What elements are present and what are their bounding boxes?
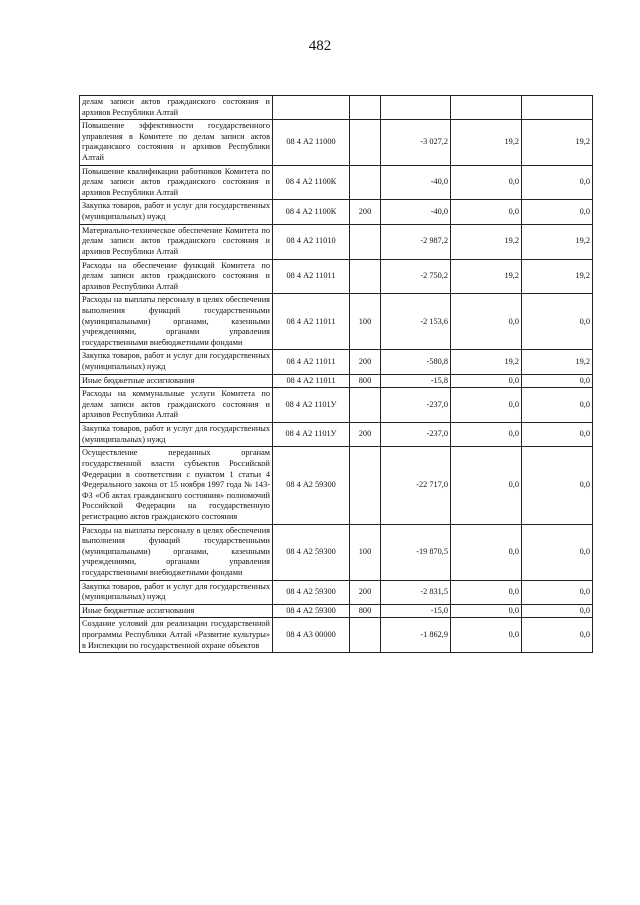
row-amount-1-cell: -15,0 [381, 604, 451, 618]
row-name-cell: Расходы на выплаты персоналу в целях обеспечения выполнения функций государственными (муниципальными) органами, казенными учреждениями, органами управления государственными внебюджетными фондами [80, 294, 273, 350]
row-expense-type-cell [350, 224, 381, 259]
row-amount-3-cell: 0,0 [522, 388, 593, 423]
row-code-cell: 08 4 А2 11000 [273, 120, 350, 165]
row-expense-type-cell: 200 [350, 350, 381, 374]
row-name-cell: Закупка товаров, работ и услуг для государственных (муниципальных) нужд [80, 580, 273, 604]
row-code-cell: 08 4 А2 59300 [273, 524, 350, 580]
row-amount-3-cell: 0,0 [522, 604, 593, 618]
row-amount-3-cell: 19,2 [522, 350, 593, 374]
table-row [80, 224, 593, 259]
row-name-cell: Закупка товаров, работ и услуг для государственных (муниципальных) нужд [80, 350, 273, 374]
row-amount-2-cell: 19,2 [451, 120, 522, 165]
table-row [80, 120, 593, 165]
row-amount-2-cell: 0,0 [451, 388, 522, 423]
row-amount-3-cell: 0,0 [522, 618, 593, 653]
row-name-cell: Расходы на коммунальные услуги Комитета по делам записи актов гражданского состояния и архивов Республики Алтай [80, 388, 273, 423]
row-amount-2-cell: 0,0 [451, 200, 522, 224]
row-amount-1-cell: -3 027,2 [381, 120, 451, 165]
table-row [80, 165, 593, 200]
page-number: 482 [308, 38, 332, 54]
row-code-cell: 08 4 А2 11011 [273, 294, 350, 350]
row-name-cell: Расходы на выплаты персоналу в целях обеспечения выполнения функций государственными (муниципальными) органами, казенными учреждениями, органами управления государственными внебюджетными фондами [80, 524, 273, 580]
row-amount-3-cell: 0,0 [522, 423, 593, 447]
row-code-cell: 08 4 А2 1100К [273, 200, 350, 224]
row-amount-1-cell: -2 831,5 [381, 580, 451, 604]
row-name-cell: Расходы на обеспечение функций Комитета по делам записи актов гражданского состояния и архивов Республики Алтай [80, 259, 273, 294]
row-amount-2-cell: 19,2 [451, 350, 522, 374]
row-expense-type-cell [350, 165, 381, 200]
row-code-cell: 08 4 А2 1101У [273, 388, 350, 423]
row-amount-1-cell: -15,8 [381, 374, 451, 388]
row-amount-1-cell: -237,0 [381, 423, 451, 447]
row-amount-1-cell: -40,0 [381, 165, 451, 200]
row-amount-2-cell [451, 96, 522, 120]
row-amount-3-cell: 0,0 [522, 374, 593, 388]
row-amount-1-cell: -580,8 [381, 350, 451, 374]
row-code-cell: 08 4 А2 11011 [273, 259, 350, 294]
table-row [80, 604, 593, 618]
row-expense-type-cell [350, 618, 381, 653]
row-name-cell: Создание условий для реализации государственной программы Республики Алтай «Развитие культуры» в Инспекции по государственной охране объектов [80, 618, 273, 653]
row-name-cell: Повышение квалификации работников Комитета по делам записи актов гражданского состояния и архивов Республики Алтай [80, 165, 273, 200]
row-amount-1-cell: -2 987,2 [381, 224, 451, 259]
row-name-cell: Иные бюджетные ассигнования [80, 604, 273, 618]
row-amount-2-cell: 0,0 [451, 618, 522, 653]
table-row [80, 618, 593, 653]
row-amount-1-cell: -1 862,9 [381, 618, 451, 653]
row-amount-3-cell: 19,2 [522, 224, 593, 259]
row-amount-2-cell: 0,0 [451, 447, 522, 524]
row-amount-2-cell: 0,0 [451, 165, 522, 200]
table-row [80, 374, 593, 388]
row-expense-type-cell: 800 [350, 374, 381, 388]
table-row [80, 350, 593, 374]
row-name-cell: Закупка товаров, работ и услуг для государственных (муниципальных) нужд [80, 200, 273, 224]
row-amount-3-cell: 0,0 [522, 165, 593, 200]
table-row [80, 200, 593, 224]
row-amount-2-cell: 0,0 [451, 374, 522, 388]
row-expense-type-cell [350, 96, 381, 120]
row-expense-type-cell [350, 120, 381, 165]
row-code-cell: 08 4 А2 59300 [273, 604, 350, 618]
table-row [80, 580, 593, 604]
table-row [80, 524, 593, 580]
row-name-cell: Материально-техническое обеспечение Комитета по делам записи актов гражданского состояния и архивов Республики Алтай [80, 224, 273, 259]
row-amount-3-cell: 19,2 [522, 120, 593, 165]
row-code-cell: 08 4 А2 59300 [273, 447, 350, 524]
row-expense-type-cell [350, 447, 381, 524]
row-name-cell: Осуществление переданных органам государственной власти субъектов Российской Федерации в соответствии с пунктом 1 статьи 4 Федерального закона от 15 ноября 1997 года № 143-ФЗ «Об актах гражданского состояния» полномочий Российской Федерации на государственную регистрацию актов гражданского состояния [80, 447, 273, 524]
row-expense-type-cell [350, 388, 381, 423]
row-amount-3-cell [522, 96, 593, 120]
row-amount-2-cell: 0,0 [451, 423, 522, 447]
row-amount-1-cell [381, 96, 451, 120]
row-name-cell: Закупка товаров, работ и услуг для государственных (муниципальных) нужд [80, 423, 273, 447]
row-amount-3-cell: 0,0 [522, 524, 593, 580]
row-expense-type-cell: 200 [350, 580, 381, 604]
row-name-cell: делам записи актов гражданского состояния и архивов Республики Алтай [80, 96, 273, 120]
row-amount-1-cell: -22 717,0 [381, 447, 451, 524]
row-code-cell: 08 4 А2 11011 [273, 350, 350, 374]
row-amount-2-cell: 19,2 [451, 224, 522, 259]
row-code-cell [273, 96, 350, 120]
table-row [80, 294, 593, 350]
row-amount-1-cell: -19 870,5 [381, 524, 451, 580]
row-name-cell: Повышение эффективности государственного управления в Комитете по делам записи актов гражданского состояния и архивов Республики Алтай [80, 120, 273, 165]
row-code-cell: 08 4 А2 1101У [273, 423, 350, 447]
row-amount-1-cell: -40,0 [381, 200, 451, 224]
row-amount-2-cell: 0,0 [451, 580, 522, 604]
row-code-cell: 08 4 А2 59300 [273, 580, 350, 604]
row-amount-3-cell: 0,0 [522, 580, 593, 604]
table-row [80, 423, 593, 447]
row-amount-3-cell: 0,0 [522, 200, 593, 224]
row-code-cell: 08 4 А2 1100К [273, 165, 350, 200]
budget-table [79, 95, 593, 653]
row-name-cell: Иные бюджетные ассигнования [80, 374, 273, 388]
table-row [80, 259, 593, 294]
row-code-cell: 08 4 А2 11010 [273, 224, 350, 259]
table-row [80, 447, 593, 524]
row-expense-type-cell: 200 [350, 423, 381, 447]
table-row [80, 96, 593, 120]
row-code-cell: 08 4 А3 00000 [273, 618, 350, 653]
budget-table-body [80, 96, 593, 653]
row-amount-1-cell: -2 153,6 [381, 294, 451, 350]
row-expense-type-cell: 100 [350, 524, 381, 580]
row-amount-3-cell: 19,2 [522, 259, 593, 294]
table-row [80, 388, 593, 423]
row-amount-3-cell: 0,0 [522, 447, 593, 524]
row-expense-type-cell: 800 [350, 604, 381, 618]
row-amount-2-cell: 0,0 [451, 604, 522, 618]
row-code-cell: 08 4 А2 11011 [273, 374, 350, 388]
row-amount-1-cell: -2 750,2 [381, 259, 451, 294]
row-expense-type-cell: 200 [350, 200, 381, 224]
row-amount-2-cell: 0,0 [451, 294, 522, 350]
row-amount-3-cell: 0,0 [522, 294, 593, 350]
row-amount-2-cell: 0,0 [451, 524, 522, 580]
row-expense-type-cell: 100 [350, 294, 381, 350]
row-amount-2-cell: 19,2 [451, 259, 522, 294]
row-expense-type-cell [350, 259, 381, 294]
row-amount-1-cell: -237,0 [381, 388, 451, 423]
